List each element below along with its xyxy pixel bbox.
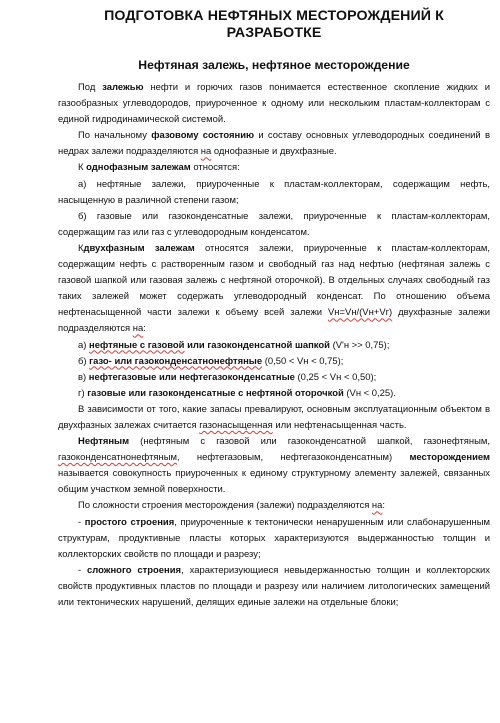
- text: (нефтяным с газовой или газоконденсатной шапкой, газонефтяным,: [129, 436, 490, 448]
- list-marker: -: [78, 516, 85, 528]
- text: По сложности строения месторождения (залежи) подразделяются: [78, 500, 372, 512]
- condition: (0,50 < Vн < 0,75);: [262, 355, 344, 367]
- term-bold: сложного строения: [87, 564, 182, 576]
- text: Под: [78, 82, 103, 93]
- list-marker: а): [78, 339, 90, 351]
- condition: (0,25 < Vн < 0,50);: [294, 371, 377, 383]
- paragraph-reserves: [58, 402, 490, 434]
- document-title: ПОДГОТОВКА НЕФТЯНЫХ МЕСТОРОЖДЕНИЙ К РАЗРАБОТКЕ: [104, 8, 444, 41]
- list-item-simple: [58, 515, 490, 563]
- term-bold: Нефтяным: [78, 436, 130, 448]
- spellcheck-word: на: [371, 500, 383, 512]
- text: и составу основных углеводородных соединений в недрах залежи подразделяются: [58, 130, 490, 158]
- spellcheck-word: на: [132, 323, 144, 335]
- text: К: [78, 242, 84, 254]
- condition: (V'н >> 0,75);: [329, 339, 390, 351]
- text: К: [78, 162, 87, 174]
- term-bold: залежью: [102, 82, 144, 93]
- text: двухфазные залежи подразделяются: [58, 307, 491, 335]
- spellcheck-word: газоконденсатнонефтяным: [58, 452, 177, 464]
- term-bold: двухфазным залежам: [83, 242, 195, 254]
- term-bold: простого строения: [84, 516, 175, 528]
- term-bold: однофазным залежам: [86, 162, 191, 174]
- text: называется совокупность приуроченных к единому структурному элементу залежей, связанных общим участком земной поверхности.: [58, 468, 490, 496]
- term-bold: или газоконденсатной шапкой: [184, 339, 330, 351]
- text: , нефтегазовым, нефтегазоконденсатным): [177, 452, 410, 464]
- list-marker: г): [78, 387, 88, 399]
- list-item-b: б) газовые или газоконденсатные залежи, приуроченные к пластам-коллекторам, содержащим газ или газ с углеводородным конденсатом.: [58, 210, 490, 238]
- paragraph-two-phase: [58, 241, 490, 338]
- paragraph-oil-field: [58, 434, 490, 498]
- formula: Vн=Vн/(Vн+Vг): [328, 307, 393, 319]
- list-marker: в): [78, 371, 89, 383]
- list-marker: -: [78, 564, 88, 576]
- term-bold: нефтегазовые или нефтегазоконденсатные: [88, 371, 295, 383]
- text: относятся залежи, приуроченные к пластам-коллекторам, содержащим нефть с растворенным газом и свободный газ над нефтью (нефтяная залежь с газовой шапкой или газовая залежь с нефтяной оторочкой). В отдельных случаях свободный газ таких залежей может содержать углеводородный конденсат. По отношению объема нефтенасыщенной части залежи к объему всей залежи: [58, 242, 490, 319]
- spellcheck-word: газонасыщенная: [199, 419, 273, 431]
- text: :: [143, 323, 146, 335]
- text: или нефтенасыщенная часть.: [272, 419, 407, 431]
- section-heading: Нефтяная залежь, нефтяное месторождение: [138, 58, 410, 72]
- text: относятся:: [190, 162, 240, 174]
- text: В зависимости от того, какие запасы превалируют, основным эксплуатационным объектом в двухфазных залежах считается: [58, 403, 490, 431]
- list-marker: б): [78, 355, 90, 367]
- term-bold: фазовому состоянию: [151, 130, 255, 142]
- paragraph-definition: [58, 80, 490, 128]
- paragraph-single-phase: [58, 160, 490, 176]
- text: :: [382, 500, 386, 512]
- term-bold: нефтяные с газовой: [89, 339, 185, 351]
- text: По начальному: [78, 130, 152, 142]
- condition: (Vн < 0,25).: [343, 387, 396, 399]
- text: однофазные и двухфазные.: [211, 146, 337, 158]
- text: , характеризующиеся невыдержанностью толщин и коллекторских свойств продуктивных пластов по площади и разрезу или наличием литологических замещений или тектонических нарушений, делящих единые залежи на отдельные блоки;: [58, 564, 490, 608]
- term-bold: газо- или газоконденсатнонефтяные: [89, 355, 263, 367]
- list-item: [58, 386, 490, 402]
- paragraph-phase-state: [58, 128, 490, 160]
- text: нефти и горючих газов понимается естественное скопление жидких и газообразных углеводородов, приуроченное к одному или нескольким пластам-коллекторам с единой гидродинамической системой.: [58, 82, 491, 126]
- term-bold: газовые или газоконденсатные с нефтяной оторочкой: [87, 387, 344, 399]
- list-item-complex: [58, 563, 490, 611]
- text: , приуроченные к тектонически ненарушенным или слабонарушенным структурам, продуктивные пласты которых характеризуются выдержанностью толщин и коллекторских свойств по площади и разрезу;: [58, 516, 490, 560]
- spellcheck-word: на: [200, 146, 212, 158]
- term-bold: месторождением: [409, 452, 490, 464]
- paragraph-complexity: [58, 498, 490, 514]
- list-item: [58, 370, 490, 386]
- list-item: [58, 354, 490, 370]
- list-item-a: а) нефтяные залежи, приуроченные к пластам-коллекторам, содержащим нефть, насыщенную в различной степени газом;: [58, 178, 490, 206]
- list-item: [58, 338, 490, 354]
